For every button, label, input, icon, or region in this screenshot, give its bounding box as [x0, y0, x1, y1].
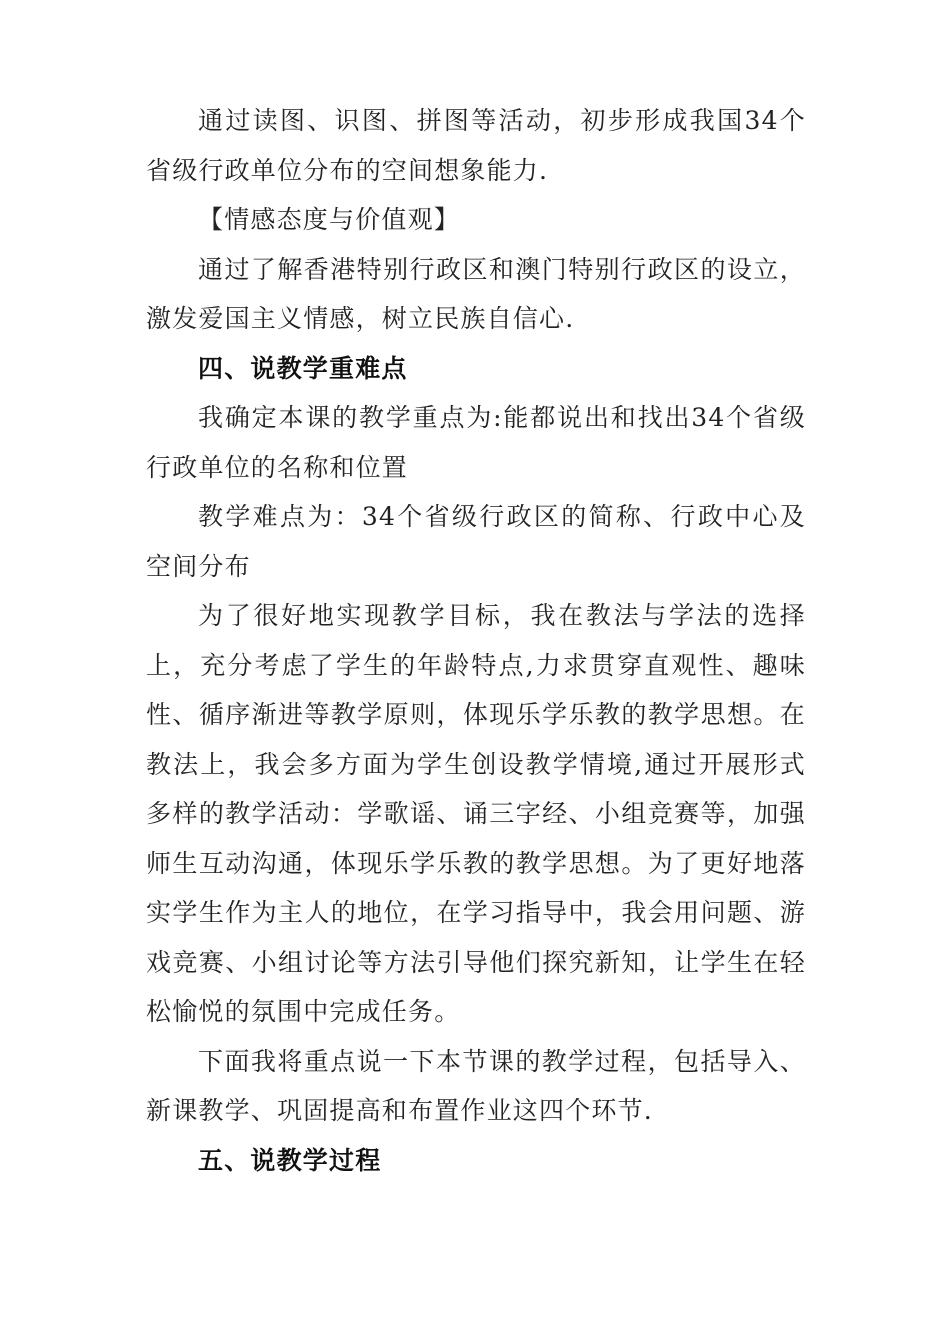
- paragraph-difficult-point: 教学难点为：34个省级行政区的简称、行政中心及空间分布: [146, 502, 806, 581]
- paragraph-skill-goal: 通过读图、识图、拼图等活动，初步形成我国34个省级行政单位分布的空间想象能力.: [146, 106, 806, 185]
- section-heading-process: 五、说教学过程: [198, 1145, 382, 1175]
- document-body: [146, 96, 806, 1185]
- section-heading-key-points: 四、说教学重难点: [198, 353, 408, 383]
- paragraph-emotion-goal: 通过了解香港特别行政区和澳门特别行政区的设立，激发爱国主义情感，树立民族自信心.: [146, 254, 806, 333]
- paragraph-emotion-heading: 【情感态度与价值观】: [198, 205, 461, 234]
- paragraph-process-intro: 下面我将重点说一下本节课的教学过程，包括导入、新课教学、巩固提高和布置作业这四个环节.: [146, 1046, 806, 1125]
- paragraph-key-point: 我确定本课的教学重点为:能都说出和找出34个省级行政单位的名称和位置: [146, 403, 806, 482]
- paragraph-teaching-method: 为了很好地实现教学目标，我在教法与学法的选择上，充分考虑了学生的年龄特点,力求贯穿直观性、趣味性、循序渐进等教学原则，体现乐学乐教的教学思想。在教法上，我会多方面为学生创设教学情境,通过开展形式多样的教学活动：学歌谣、诵三字经、小组竞赛等，加强师生互动沟通，体现乐学乐教的教学思想。为了更好地落实学生作为主人的地位，在学习指导中，我会用问题、游戏竞赛、小组讨论等方法引导他们探究新知，让学生在轻松愉悦的氛围中完成任务。: [146, 601, 806, 1026]
